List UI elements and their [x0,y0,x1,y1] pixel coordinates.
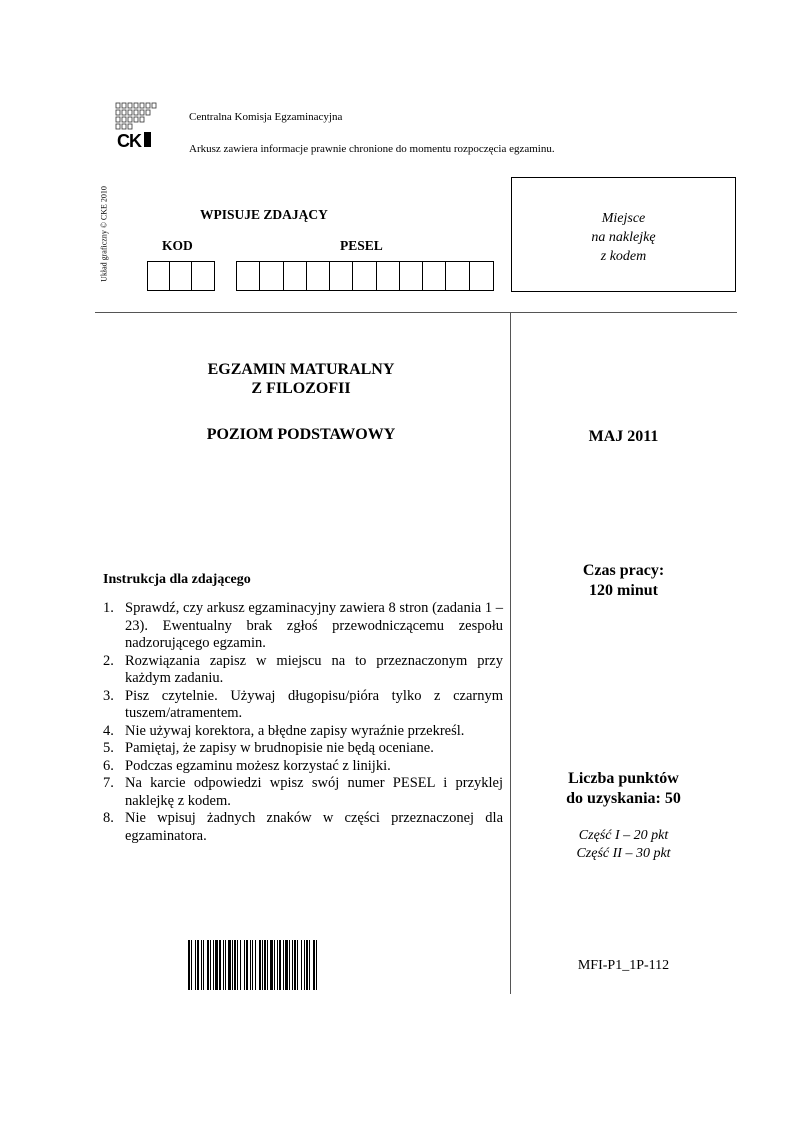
barcode-graphic [188,940,418,990]
barcode-bar [203,940,204,990]
time-line-2: 120 minut [589,582,658,599]
instruction-item: 8. Nie wpisuj żadnych znaków w części przeznaczonej dla egzaminatora. [103,810,503,844]
barcode-bar [225,940,226,990]
barcode-bar [215,940,218,990]
barcode-bar [234,940,236,990]
barcode-bar [195,940,196,990]
cke-logo [113,100,163,150]
pesel-box[interactable] [470,262,493,290]
barcode-bar [277,940,278,990]
barcode-bar [246,940,248,990]
barcode-bar [262,940,263,990]
barcode-bar [232,940,233,990]
sticker-line-1: Miejsce [601,211,646,226]
exam-title [150,360,452,398]
barcode-bar [270,940,273,990]
barcode-bar [191,940,192,990]
barcode-bar [197,940,199,990]
barcode-bar [316,940,317,990]
barcode-bar [259,940,261,990]
exam-level: POZIOM PODSTAWOWY [206,426,396,443]
barcode-bar [250,940,251,990]
barcode-bar [237,940,238,990]
instructions-list-container [103,600,503,845]
barcode-bar [188,940,190,990]
sticker-line-3: z kodem [600,249,647,264]
pesel-box[interactable] [237,262,260,290]
cke-logo-graphic [113,100,163,150]
points-breakdown [511,827,736,863]
instruction-item: 5. Pamiętaj, że zapisy w brudnopisie nie będą oceniane. [103,740,434,756]
barcode-bar [228,940,231,990]
pesel-box[interactable] [400,262,423,290]
barcode-bar [267,940,268,990]
kod-box[interactable] [148,262,170,290]
exam-code: MFI-P1_1P-112 [577,958,670,973]
instructions-list [103,600,503,845]
barcode-bar [306,940,308,990]
barcode-bar [240,940,241,990]
kod-label: KOD [162,238,193,253]
instruction-item: 6. Podczas egzaminu możesz korzystać z linijki. [103,757,391,774]
barcode-bar [244,940,245,990]
barcode-bar [313,940,315,990]
horizontal-divider [95,312,737,313]
barcode-bar [279,940,281,990]
pesel-box[interactable] [353,262,376,290]
time-line-1: Czas pracy: [582,562,665,579]
instruction-item: 4. Nie używaj korektora, a błędne zapisy wyraźnie przekreśl. [103,722,465,739]
kod-box[interactable] [170,262,192,290]
organization-name: Centralna Komisja Egzaminacyjna [189,111,343,123]
barcode-bar [285,940,288,990]
barcode-bar [297,940,298,990]
instructions-title: Instrukcja dla zdającego [103,572,251,587]
pesel-box[interactable] [260,262,283,290]
pesel-box[interactable] [423,262,446,290]
barcode-bar [304,940,305,990]
barcode-bar [301,940,302,990]
pesel-box[interactable] [284,262,307,290]
barcode-bar [289,940,290,990]
points-part-1: Część I – 20 pkt [578,828,669,843]
barcode-bar [274,940,275,990]
barcode-bar [264,940,266,990]
kod-box[interactable] [192,262,214,290]
sticker-placeholder [511,177,736,292]
exam-title-line-2: Z FILOZOFII [251,380,351,397]
svg-text:CK: CK [117,131,141,150]
barcode-bar [219,940,221,990]
barcode-bar [309,940,310,990]
candidate-heading: WPISUJE ZDAJĄCY [200,207,328,222]
barcode-bar [223,940,224,990]
barcode-bar [294,940,296,990]
pesel-input-boxes[interactable] [236,261,494,291]
kod-input-boxes[interactable] [147,261,215,291]
pesel-box[interactable] [307,262,330,290]
pesel-label: PESEL [340,238,383,253]
barcode-bar [210,940,211,990]
barcode-bar [201,940,202,990]
barcode-bar [292,940,293,990]
barcode-bar [252,940,253,990]
pesel-box[interactable] [446,262,469,290]
pesel-box[interactable] [330,262,353,290]
instruction-item: 2. Rozwiązania zapisz w miejscu na to przeznaczonym przy każdym zadaniu. [103,652,503,686]
barcode-bar [255,940,256,990]
sticker-line-2: na naklejkę [591,230,656,245]
vertical-divider [510,312,511,994]
points-part-2: Część II – 30 pkt [576,846,671,861]
exam-session: MAJ 2011 [588,428,659,445]
points-line-2: do uzyskania: 50 [566,790,681,807]
legal-notice: Arkusz zawiera informacje prawnie chronione do momentu rozpoczęcia egzaminu. [189,143,555,155]
copyright-vertical: Układ graficzny © CKE 2010 [99,186,109,282]
points-total [511,769,736,809]
barcode [188,940,418,990]
instruction-item: 1. Sprawdź, czy arkusz egzaminacyjny zawiera 8 stron (zadania 1 – 23). Ewentualny brak zgłoś przewodniczącemu zespołu nadzorującego egzamin. [103,600,503,651]
instruction-item: 3. Pisz czytelnie. Używaj długopisu/pióra tylko z czarnym tuszem/atramentem. [103,687,503,721]
barcode-bar [207,940,209,990]
exam-title-line-1: EGZAMIN MATURALNY [207,361,395,378]
pesel-box[interactable] [377,262,400,290]
instruction-item: 7. Na karcie odpowiedzi wpisz swój numer PESEL i przyklej naklejkę z kodem. [103,775,503,809]
barcode-bar [283,940,284,990]
points-line-1: Liczba punktów [568,770,679,787]
barcode-bar [213,940,214,990]
exam-time [511,561,736,601]
